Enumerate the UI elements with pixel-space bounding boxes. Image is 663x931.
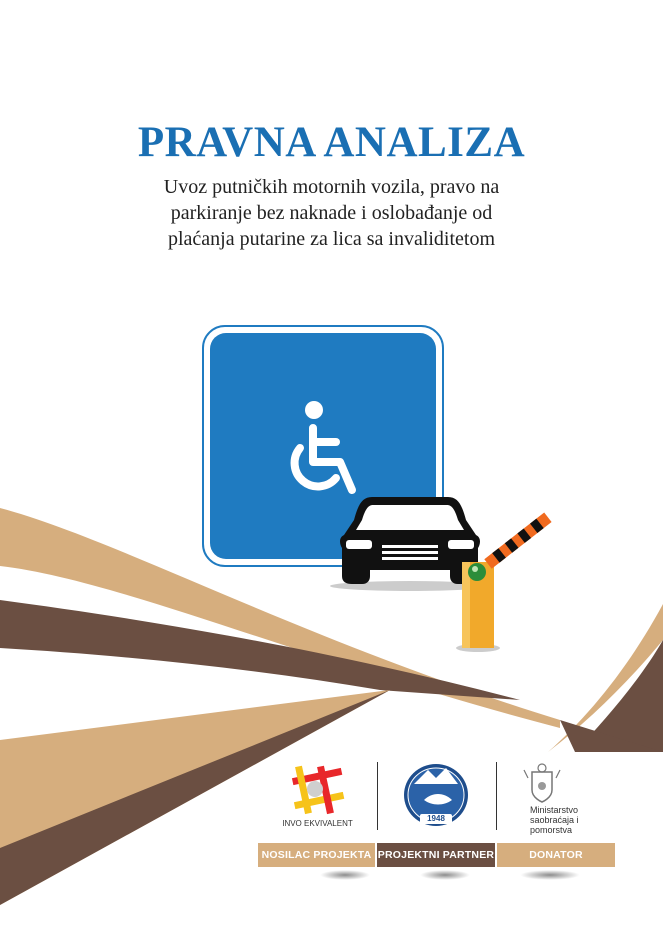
donator-label: DONATOR [497,843,615,867]
label-shadow [520,870,580,880]
invo-ekvivalent-logo [292,766,344,814]
invo-ekvivalent-caption: INVO EKVIVALENT [282,819,353,828]
ministry-caption-line-2: saobraćaja i [530,815,579,825]
label-shadow [420,870,470,880]
projektni-partner-label: PROJEKTNI PARTNER [377,843,495,867]
logo-divider [377,762,378,830]
subtitle-line-1: Uvoz putničkih motornih vozila, pravo na [163,176,500,198]
document-title: PRAVNA ANALIZA [137,119,526,166]
nosilac-projekta-label: NOSILAC PROJEKTA [258,843,375,867]
ministry-caption-line-3: pomorstva [530,825,573,835]
logo-divider [496,762,497,830]
label-shadow [320,870,370,880]
subtitle-line-3: plaćanja putarine za lica sa invaliditetom [167,228,496,250]
coat-of-arms-logo [524,764,560,802]
partner-year: 1948 [427,814,445,823]
subtitle-line-2: parkiranje bez naknade i oslobađanje od [170,202,493,224]
ministry-caption-line-1: Ministarstvo [530,805,579,815]
